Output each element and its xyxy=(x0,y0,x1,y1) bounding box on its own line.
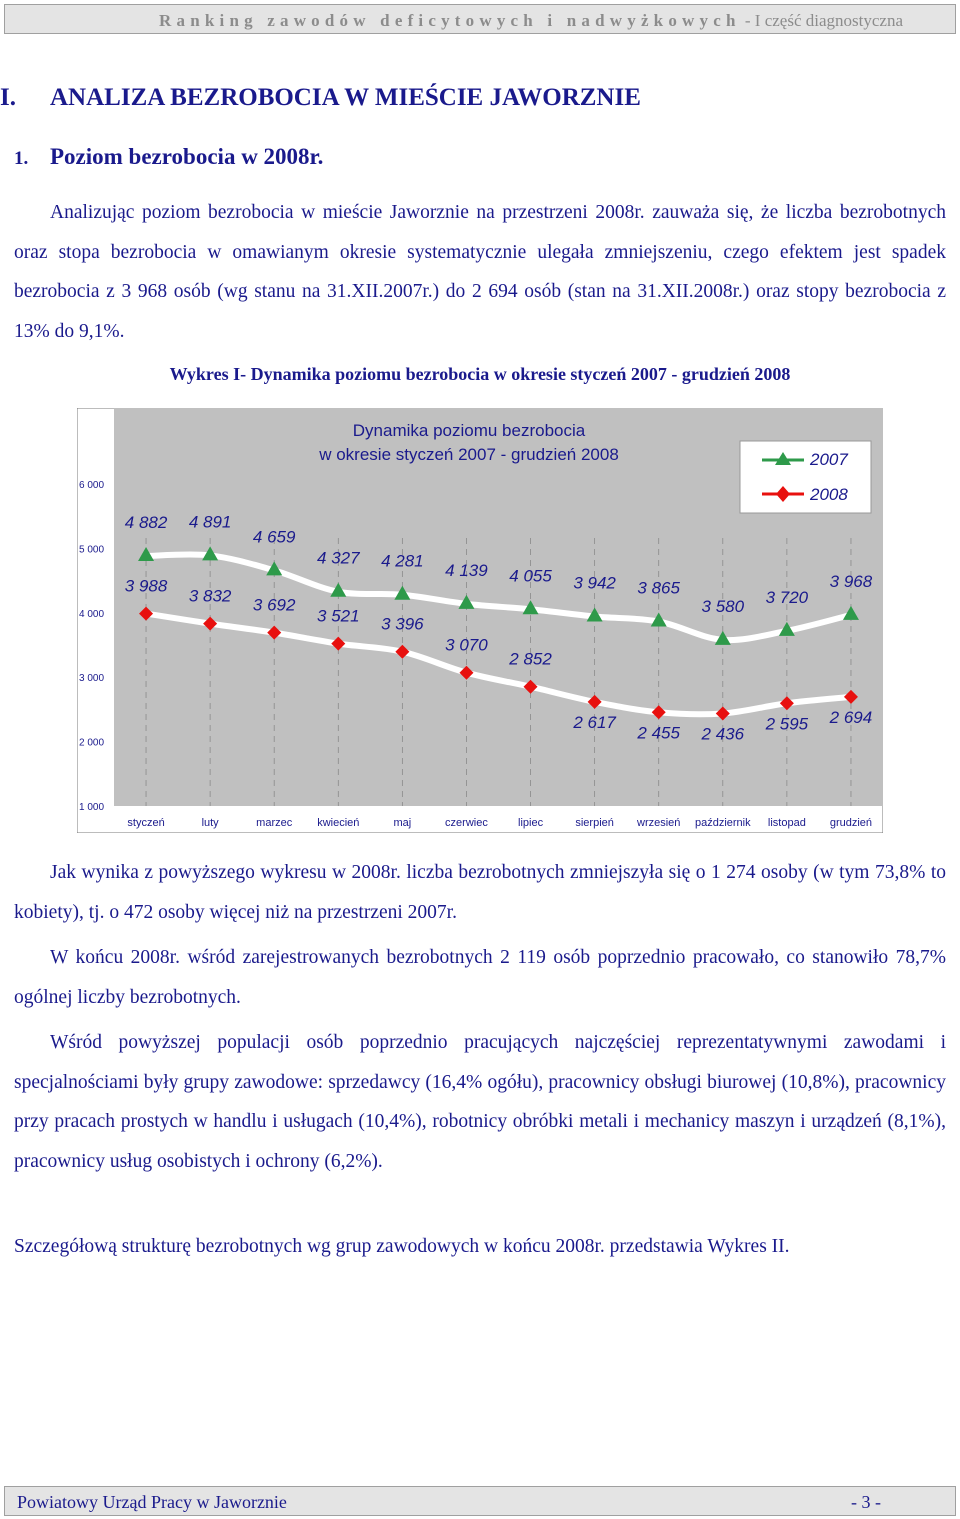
intro-paragraph xyxy=(14,193,946,351)
chart-caption: Wykres I- Dynamika poziomu bezrobocia w okresie styczeń 2007 - grudzień 2008 xyxy=(169,364,791,384)
paragraph-3-text: W końcu 2008r. wśród zarejestrowanych bezrobotnych 2 119 osób poprzednio pracowało, co stanowiło 78,7% ogólnej liczby bezrobotnych. xyxy=(14,947,946,1008)
data-label-2008: 3 396 xyxy=(381,614,424,634)
x-tick-label: maj xyxy=(393,817,412,829)
x-tick-label: czerwiec xyxy=(445,817,488,829)
data-label-2008: 2 595 xyxy=(765,714,809,734)
data-label-2007: 3 865 xyxy=(637,578,680,598)
data-label-2007: 4 891 xyxy=(188,512,232,532)
x-tick-label: luty xyxy=(201,817,219,829)
data-label-2008: 3 070 xyxy=(445,635,488,655)
paragraph-5 xyxy=(14,1227,946,1267)
x-tick-label: styczeń xyxy=(127,817,165,829)
chart-title-line2: w okresie styczeń 2007 - grudzień 2008 xyxy=(319,445,619,464)
x-tick-label: listopad xyxy=(767,817,806,829)
section-heading xyxy=(0,84,641,112)
data-label-2008: 2 455 xyxy=(637,723,680,743)
chart-legend xyxy=(740,441,871,513)
subsection-number: 1. xyxy=(14,148,29,169)
y-tick-label: 3 000 xyxy=(79,673,105,685)
paragraph-2 xyxy=(14,853,946,932)
paragraph-4-text: Wśród powyższej populacji osób poprzednio pracujących najczęściej reprezentatywnymi zawodami i specjalnościami były grupy zawodowe: sprzedawcy (16,4% ogółu), pracownicy obsługi biurowej (10,8%), pracownicy przy pracach prostych w handlu i usługach (10,4%), robotnicy obróbki metali i mechanicy maszyn i urządzeń (8,1%), pracownicy usług osobistych i ochrony (6,2%). xyxy=(14,1032,946,1172)
paragraph-3 xyxy=(14,938,946,1017)
data-label-2008: 3 832 xyxy=(188,586,232,606)
data-label-2007: 3 720 xyxy=(765,587,809,607)
y-tick-label: 6 000 xyxy=(79,480,105,491)
x-tick-label: wrzesień xyxy=(637,817,681,829)
data-label-2007: 4 882 xyxy=(124,512,168,532)
paragraph-4 xyxy=(14,1023,946,1181)
data-label-2007: 4 281 xyxy=(381,551,424,571)
data-label-2007: 4 327 xyxy=(317,548,360,568)
page-footer xyxy=(4,1486,956,1516)
data-label-2008: 3 988 xyxy=(124,576,168,596)
data-label-2007: 4 055 xyxy=(509,566,552,586)
data-label-2007: 3 580 xyxy=(701,596,745,616)
chart-title-line1: Dynamika poziomu bezrobocia xyxy=(352,421,586,440)
data-label-2007: 3 942 xyxy=(573,573,616,593)
y-tick-label: 1 000 xyxy=(79,802,105,813)
section-number: I. xyxy=(0,84,16,111)
page-number: - 3 - xyxy=(851,1492,881,1512)
section-title: ANALIZA BEZROBOCIA W MIEŚCIE JAWORZNIE xyxy=(50,84,641,111)
data-label-2008: 3 521 xyxy=(317,606,360,626)
data-label-2008: 2 617 xyxy=(573,712,616,732)
subsection-heading xyxy=(14,144,323,170)
y-tick-label: 2 000 xyxy=(79,737,105,749)
subsection-title: Poziom bezrobocia w 2008r. xyxy=(50,144,324,169)
data-label-2007: 4 659 xyxy=(252,527,296,547)
header-text xyxy=(159,11,903,31)
legend-label-2008: 2008 xyxy=(810,485,848,504)
data-label-2008: 2 852 xyxy=(509,649,552,669)
data-label-2007: 3 968 xyxy=(829,571,873,591)
x-tick-label: lipiec xyxy=(518,817,544,829)
header-subtitle: - I część diagnostyczna xyxy=(740,11,903,30)
x-tick-label: grudzień xyxy=(829,817,873,829)
data-label-2008: 2 436 xyxy=(701,724,745,744)
intro-paragraph-text: Analizując poziom bezrobocia w mieście Jaworznie na przestrzeni 2008r. zauważa się, że liczba bezrobotnych oraz stopa bezrobocia w omawianym okresie systematycznie ulegała zmniejszeniu, czego efektem jest spadek bezrobocia z 3 968 osób (wg stanu na 31.XII.2007r.) do 2 694 osób (stan na 31.XII.2008r.) oraz stopy bezrobocia z 13% do 9,1%. xyxy=(14,202,946,342)
paragraph-2-text: Jak wynika z powyższego wykresu w 2008r. liczba bezrobotnych zmniejszyła się o 1 274 osoby (w tym 73,8% to kobiety), tj. o 472 osoby więcej niż na przestrzeni 2007r. xyxy=(14,862,946,923)
y-tick-label: 5 000 xyxy=(79,544,105,556)
data-label-2008: 3 692 xyxy=(252,595,296,615)
chart xyxy=(77,408,883,833)
x-tick-label: kwiecień xyxy=(317,817,360,829)
data-label-2007: 4 139 xyxy=(445,560,488,580)
x-tick-label: sierpień xyxy=(575,817,614,829)
header-title: Ranking zawodów deficytowych i nadwyżkowych xyxy=(159,11,741,30)
legend-box xyxy=(740,441,871,513)
x-tick-label: marzec xyxy=(256,817,293,829)
paragraph-5-text: Szczegółową strukturę bezrobotnych wg grup zawodowych w końcu 2008r. przedstawia Wykres II. xyxy=(14,1236,790,1257)
legend-label-2007: 2007 xyxy=(810,450,848,469)
chart-svg xyxy=(77,408,883,833)
footer-office: Powiatowy Urząd Pracy w Jaworznie xyxy=(17,1492,287,1512)
page-header xyxy=(4,4,956,34)
x-tick-label: październik xyxy=(694,817,751,829)
data-label-2008: 2 694 xyxy=(829,707,873,727)
y-tick-label: 4 000 xyxy=(79,608,105,620)
